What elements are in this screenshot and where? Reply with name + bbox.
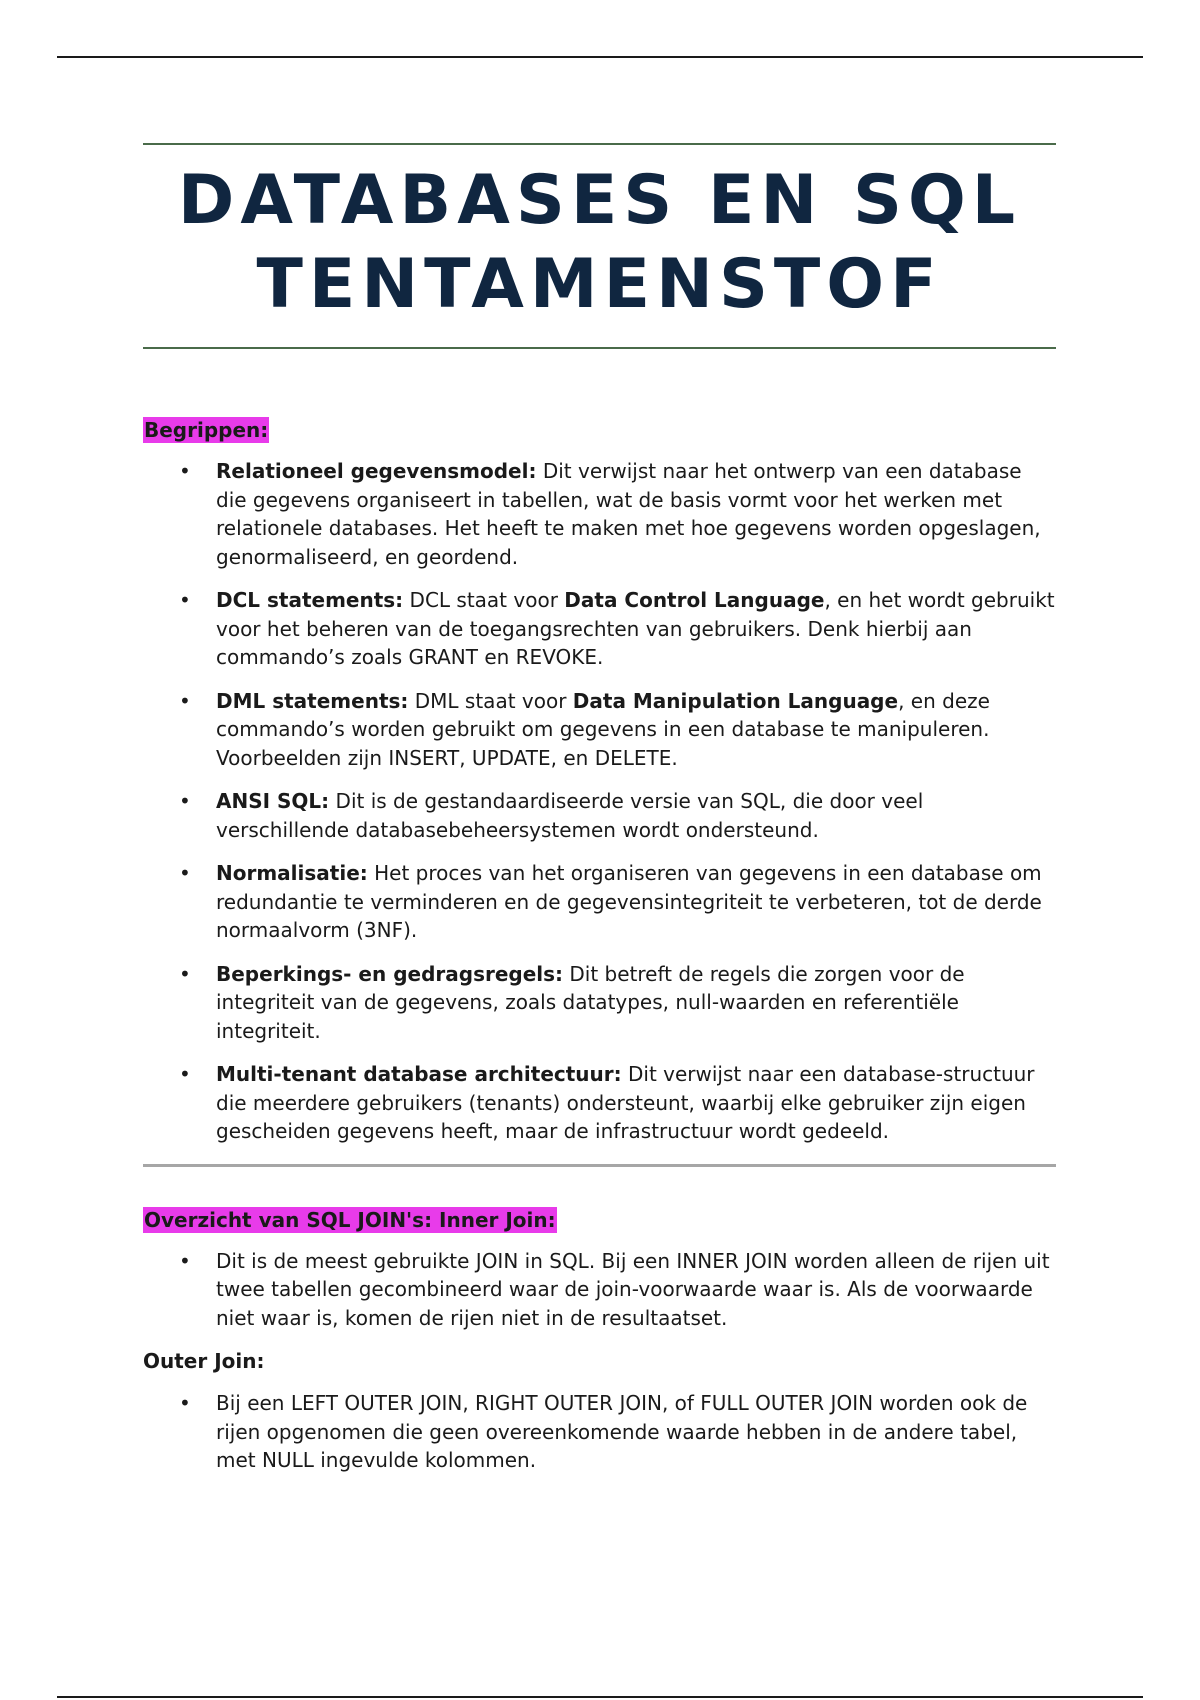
bullet-icon: • bbox=[179, 459, 191, 483]
bullet-icon: • bbox=[179, 1062, 191, 1086]
term-description: Dit is de gestandaardiseerde versie van SQL, die door veel verschillende databasebeheersystemen wordt ondersteund. bbox=[216, 789, 924, 842]
term-label: Normalisatie: bbox=[216, 861, 368, 885]
section-heading-begrippen: Begrippen: bbox=[144, 418, 269, 442]
bullet-icon: • bbox=[179, 861, 191, 885]
term-label: Relationeel gegevensmodel: bbox=[216, 459, 537, 483]
document-title-line-2: TENTAMENSTOF bbox=[256, 245, 943, 324]
outer-join-list bbox=[143, 1389, 1056, 1475]
list-item bbox=[143, 1389, 1056, 1475]
outer-join-description: Bij een LEFT OUTER JOIN, RIGHT OUTER JOIN, of FULL OUTER JOIN worden ook de rijen opgenomen die geen overeenkomende waarde hebben in de andere tabel, met NULL ingevulde kolommen. bbox=[216, 1391, 1028, 1472]
term-label: Multi-tenant database architectuur: bbox=[216, 1062, 622, 1086]
bullet-icon: • bbox=[179, 1391, 191, 1415]
term-label: DML statements: bbox=[216, 688, 409, 713]
document-content bbox=[143, 143, 1056, 1490]
term-description: DCL staat voor bbox=[403, 588, 565, 612]
term-emphasis: Data Control Language bbox=[564, 588, 825, 612]
page-top-rule bbox=[57, 56, 1143, 58]
term-description-cont: , en het wordt gebruikt voor het beheren van de toegangsrechten van gebruikers. Denk hierbij aan commando’s zoals GRANT en REVOKE. bbox=[216, 588, 1055, 669]
list-item bbox=[143, 457, 1056, 571]
term-description: Dit betreft de regels die zorgen voor de integriteit van de gegevens, zoals datatypes, null-waarden en referentiële integriteit. bbox=[216, 961, 965, 1043]
term-description: Dit verwijst naar een database-structuur die meerdere gebruikers (tenants) ondersteunt, waarbij elke gebruiker zijn eigen gescheiden gegevens heeft, maar de infrastructuur wordt gedeeld. bbox=[216, 1062, 1035, 1143]
section-joins-heading-wrap bbox=[143, 1207, 1056, 1233]
bullet-icon: • bbox=[179, 1248, 191, 1273]
bullet-icon: • bbox=[179, 789, 191, 813]
title-block bbox=[143, 143, 1056, 349]
begrippen-list bbox=[143, 457, 1056, 1146]
term-label: DCL statements: bbox=[216, 588, 404, 612]
section-divider bbox=[143, 1164, 1056, 1167]
list-item bbox=[143, 1060, 1056, 1146]
list-item bbox=[143, 859, 1056, 945]
section-begrippen-heading-wrap bbox=[143, 417, 1056, 443]
inner-join-list bbox=[143, 1247, 1056, 1333]
inner-join-description: Dit is de meest gebruikte JOIN in SQL. Bij een INNER JOIN worden alleen de rijen uit twee tabellen gecombineerd waar de join-voorwaarde waar is. Als de voorwaarde niet waar is, komen de rijen niet in de resultaatset. bbox=[216, 1248, 1050, 1330]
list-item bbox=[143, 687, 1056, 773]
outer-join-heading: Outer Join: bbox=[143, 1349, 265, 1373]
term-description: Dit verwijst naar het ontwerp van een database die gegevens organiseert in tabellen, wat de basis vormt voor het werken met relationele databases. Het heeft te maken met hoe gegevens worden opgeslagen, genormaliseerd, en geordend. bbox=[216, 459, 1041, 569]
term-label: ANSI SQL: bbox=[216, 789, 330, 813]
list-item bbox=[143, 586, 1056, 672]
document-title-line-1: DATABASES EN SQL bbox=[177, 161, 1022, 240]
bullet-icon: • bbox=[179, 961, 191, 986]
section-heading-joins: Overzicht van SQL JOIN's: Inner Join: bbox=[144, 1207, 556, 1232]
list-item bbox=[143, 787, 1056, 844]
term-emphasis: Data Manipulation Language bbox=[572, 688, 899, 713]
bullet-icon: • bbox=[179, 688, 191, 713]
term-description-cont: , en deze commando’s worden gebruikt om gegevens in een database te manipuleren. Voorbeelden zijn INSERT, UPDATE, en DELETE. bbox=[216, 688, 990, 770]
term-description: DML staat voor bbox=[408, 688, 573, 713]
bullet-icon: • bbox=[179, 588, 191, 612]
page-bottom-rule bbox=[57, 1696, 1143, 1698]
term-label: Beperkings- en gedragsregels: bbox=[216, 961, 564, 986]
list-item bbox=[143, 960, 1056, 1046]
list-item bbox=[143, 1247, 1056, 1333]
term-description: Het proces van het organiseren van gegevens in een database om redundantie te verminderen en de gegevensintegriteit te verbeteren, tot de derde normaalvorm (3NF). bbox=[216, 861, 1042, 942]
